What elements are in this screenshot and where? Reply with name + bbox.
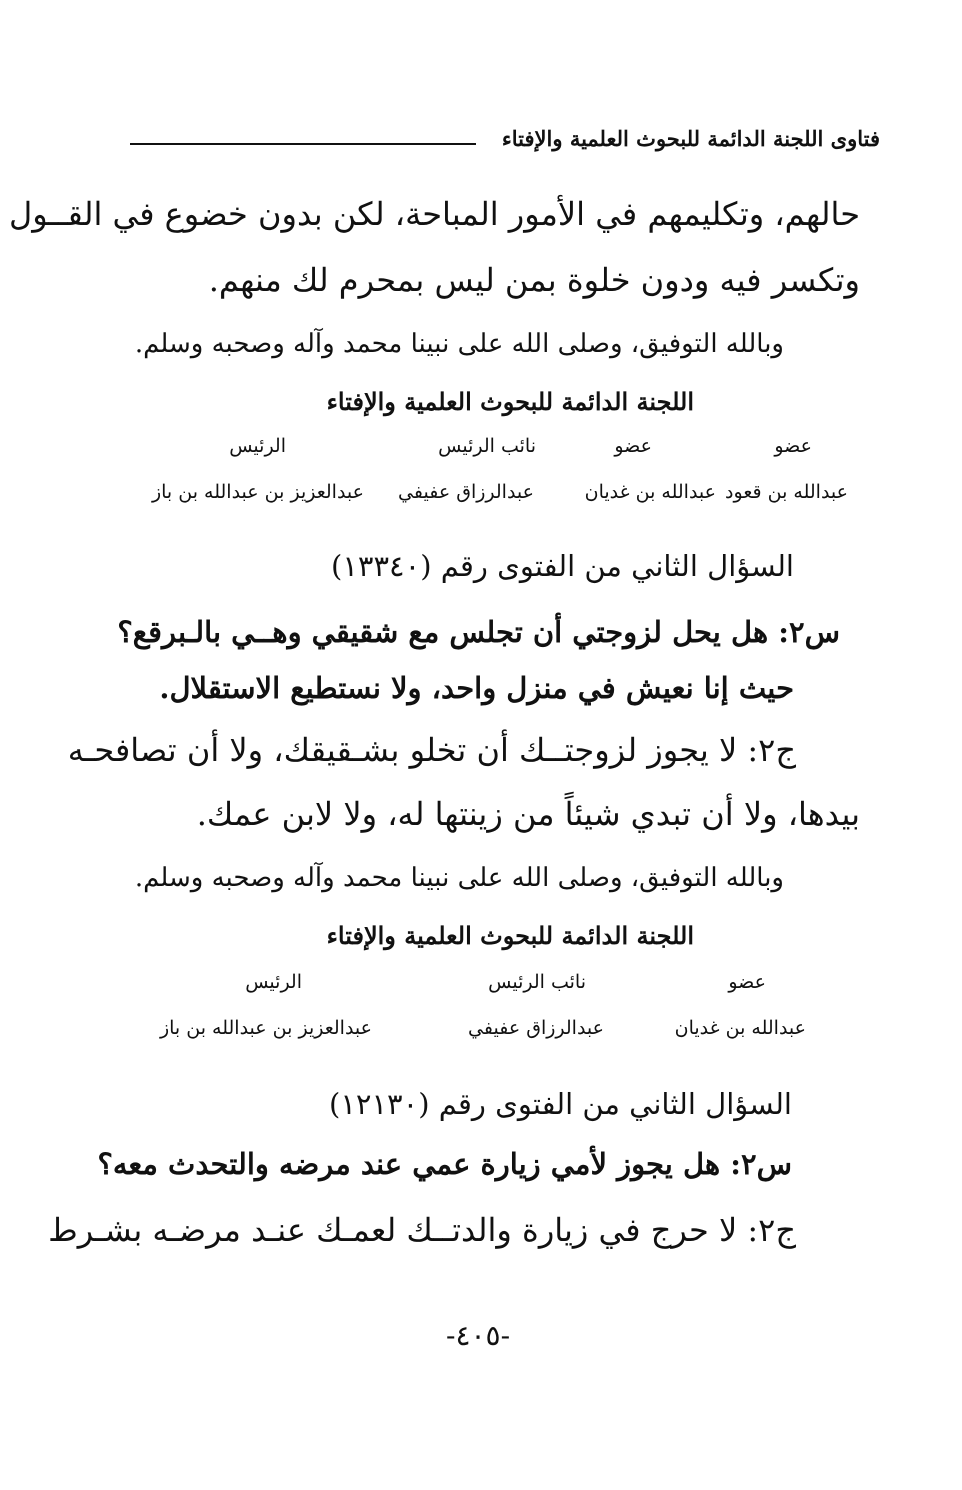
committee-1-role-4: الرئيس	[229, 435, 286, 457]
committee-1-name-1: عبدالله بن قعود	[725, 481, 848, 503]
committee-2-role-3: الرئيس	[245, 971, 302, 993]
fatwa-1-answer-line-1: ج٢: لا يجوز لزوجتــك أن تخلو بشـقيقك، ولا أن تصافحـه	[67, 731, 796, 769]
fatwa-2-answer-line-1: ج٢: لا حرج في زيارة والدتــك لعمـك عنـد مرضـه بشـرط	[48, 1211, 796, 1249]
page-number: -٤٠٥-	[446, 1319, 511, 1352]
running-header-title: فتاوى اللجنة الدائمة للبحوث العلمية والإفتاء	[501, 126, 880, 151]
closing-prayer-1: وبالله التوفيق، وصلى الله على نبينا محمد وآله وصحبه وسلم.	[134, 329, 784, 359]
continuation-line-1: حالهم، وتكليمهم في الأمور المباحة، لكن بدون خضوع في القــول	[9, 195, 860, 233]
fatwa-1-question-line-2: حيث إنا نعيش في منزل واحد، ولا نستطيع الاستقلال.	[159, 671, 794, 705]
committee-1-name-2: عبدالله بن غديان	[584, 481, 716, 503]
committee-1-role-2: عضو	[614, 435, 652, 457]
committee-1-role-3: نائب الرئيس	[438, 435, 536, 457]
committee-2-name-2: عبدالرزاق عفيفي	[468, 1017, 604, 1039]
committee-title-1: اللجنة الدائمة للبحوث العلمية والإفتاء	[326, 387, 694, 416]
closing-prayer-2: وبالله التوفيق، وصلى الله على نبينا محمد وآله وصحبه وسلم.	[134, 863, 784, 893]
committee-2-role-1: عضو	[728, 971, 766, 993]
fatwa-1-question-line-1: س٢: هل يحل لزوجتي أن تجلس مع شقيقي وهــي بالـبرقع؟	[117, 615, 840, 649]
header-rule	[130, 143, 476, 145]
committee-1-name-3: عبدالرزاق عفيفي	[398, 481, 534, 503]
fatwa-1-answer-line-2: بيدها، ولا أن تبدي شيئاً من زينتها له، ولا لابن عمك.	[196, 795, 860, 833]
fatwa-2-reference: السؤال الثاني من الفتوى رقم (١٢١٣٠)	[329, 1087, 792, 1121]
committee-1-name-4: عبدالعزيز بن عبدالله بن باز	[151, 481, 364, 503]
continuation-line-2: وتكسر فيه ودون خلوة بمن ليس بمحرم لك منهم.	[208, 261, 860, 299]
committee-2-name-1: عبدالله بن غديان	[674, 1017, 806, 1039]
committee-2-role-2: نائب الرئيس	[488, 971, 586, 993]
committee-title-2: اللجنة الدائمة للبحوث العلمية والإفتاء	[326, 921, 694, 950]
committee-1-role-1: عضو	[774, 435, 812, 457]
fatwa-2-question-line-1: س٢: هل يجوز لأمي زيارة عمي عند مرضه والتحدث معه؟	[97, 1147, 792, 1181]
fatwa-1-reference: السؤال الثاني من الفتوى رقم (١٣٣٤٠)	[331, 549, 794, 583]
committee-2-name-3: عبدالعزيز بن عبدالله بن باز	[159, 1017, 372, 1039]
